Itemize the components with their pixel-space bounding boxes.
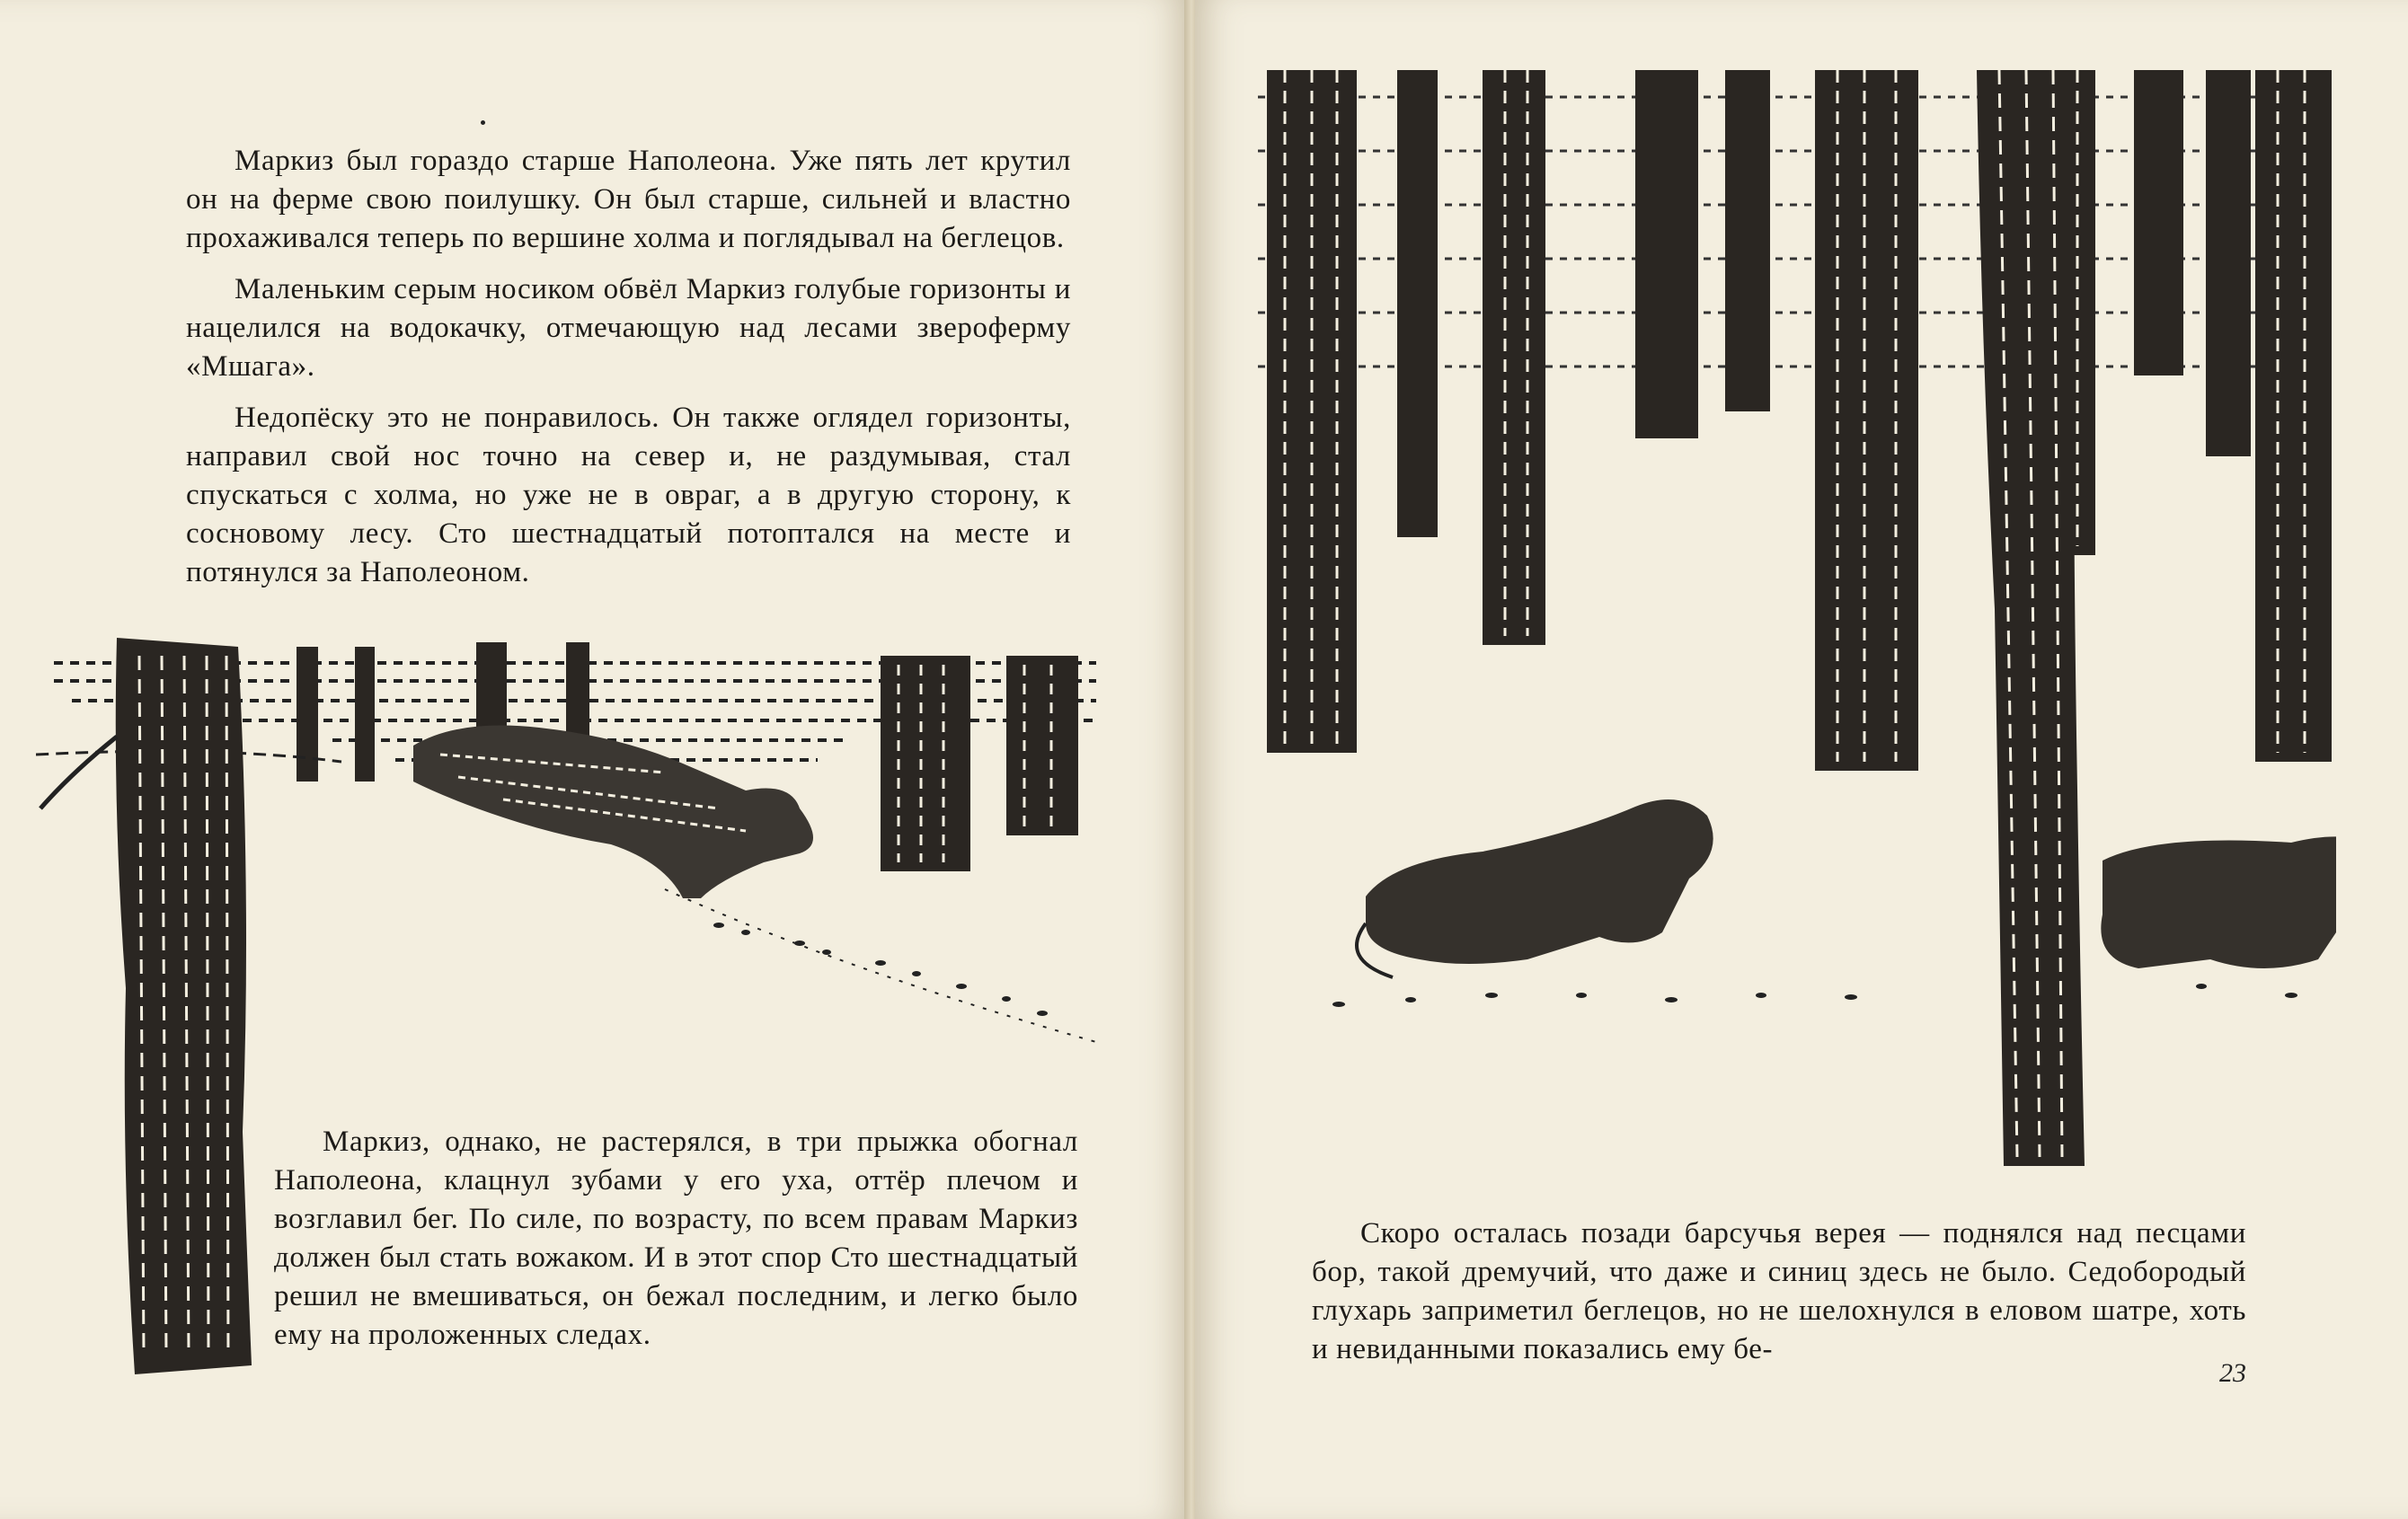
paragraph: Недопёску это не понравилось. Он также оглядел горизонты, направил свой нос точно на север и, не раздумывая, стал спускаться с холма, но уже не в овраг, а в другую сторону, к сосновому лесу. Сто шестнадцатый потоптался на месте и потянулся за Наполеоном. bbox=[186, 402, 1071, 588]
forest-trunks bbox=[1267, 70, 2332, 771]
paragraph: Скоро осталась позади барсучья верея — поднялся над песцами бор, такой дремучий, что даже и синиц здесь не было. Седобородый глухарь заприметил беглецов, но не шелохнулся в еловом шатре, хоть и невиданными показались ему бе- bbox=[1312, 1217, 2246, 1365]
left-text-top bbox=[186, 142, 1071, 605]
footprints bbox=[713, 923, 1048, 1016]
right-page bbox=[1195, 0, 2408, 1519]
page-number: 23 bbox=[2219, 1358, 2246, 1388]
fox-right bbox=[2101, 836, 2336, 968]
foreground-trunk bbox=[1977, 70, 2085, 1166]
left-page bbox=[0, 0, 1188, 1519]
fox-left bbox=[1357, 799, 1713, 977]
paragraph: Маркиз был гораздо старше Наполеона. Уже пять лет крутил он на ферме свою поилушку. Он был старше, сильней и властно прохаживался теперь по вершине холма и поглядывал на беглецов. bbox=[186, 145, 1071, 254]
paragraph: Маленьким серым носиком обвёл Маркиз голубые горизонты и нацелился на водокачку, отмечающую над лесами звероферму «Мшага». bbox=[186, 273, 1071, 383]
footprints bbox=[1332, 984, 2297, 1007]
foreground-trunk bbox=[40, 638, 252, 1374]
fox bbox=[413, 726, 813, 899]
paragraph: Маркиз, однако, не растерялся, в три прыжка обогнал Наполеона, клацнул зубами у его уха, оттёр плечом и возглавил бег. По силе, по возрасту, по всем правам Маркиз должен был стать вожаком. И в этот спор Сто шестнадцатый решил не вмешиваться, он бежал последним, и легко было ему на проложенных следах. bbox=[274, 1126, 1078, 1351]
illustration-foxes-in-forest bbox=[1258, 70, 2336, 1166]
ink-speck bbox=[481, 120, 485, 125]
right-text bbox=[1312, 1214, 2246, 1382]
left-text-bottom bbox=[274, 1123, 1078, 1367]
